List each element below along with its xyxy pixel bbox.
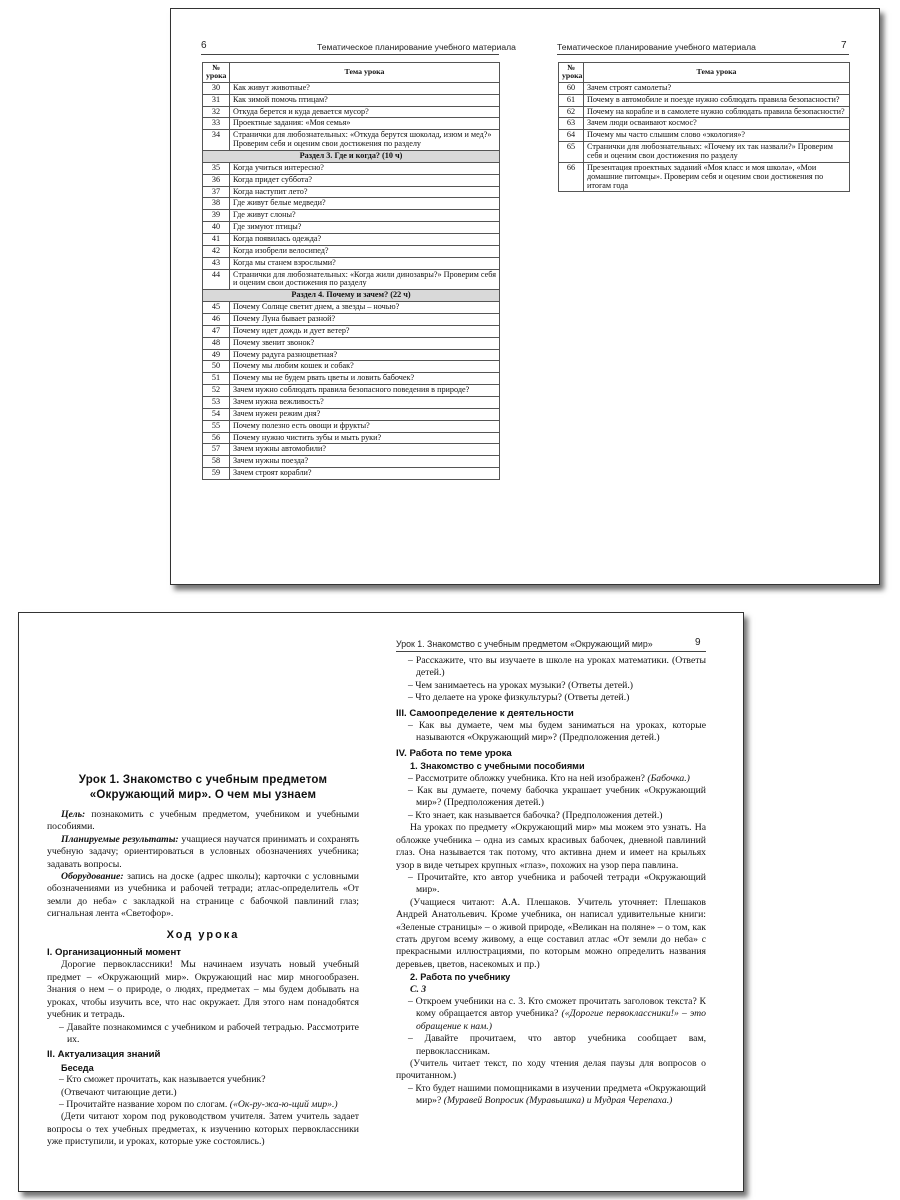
- lesson-topic: Презентация проектных заданий «Моя класс и моя школа», «Мои домашние питомцы». Проверим себя и оценим свои достижения по итогам года: [584, 162, 850, 192]
- table-row: [203, 444, 500, 456]
- dialog-line: – Откроем учебники на с. 3. Кто сможет прочитать заголовок текста? К кому обращается автор учебника? («Дорогие первоклассники!» – это обращение к нам.): [408, 995, 707, 1032]
- dialog-line: – Давайте прочитаем, что автор учебника сообщает вам, первоклассникам.: [408, 1033, 706, 1057]
- paragraph: (Дети читают хором под руководством учителя. Затем учитель задает вопросы о тех учебных предметах, к изучению которых первоклассники уже приступили, и уроках, которые уже состоялись.): [47, 1111, 359, 1148]
- planned-results: Планируемые результаты: учащиеся научатся принимать и сохранять учебную задачу; ориентироваться в условных обозначениях учебника; задавать вопросы.: [47, 833, 359, 870]
- column-header-topic: Тема урока: [584, 63, 850, 83]
- section-title: Раздел 3. Где и когда? (10 ч): [203, 150, 500, 162]
- table-row: [203, 118, 500, 130]
- header-rule: [396, 651, 706, 652]
- table-row: [203, 257, 500, 269]
- lesson-topic: Зачем нужен режим дня?: [230, 408, 500, 420]
- lesson-topic: Зачем строят корабли?: [230, 468, 500, 480]
- lesson-topic: Когда мы станем взрослыми?: [230, 257, 500, 269]
- table-row: [203, 397, 500, 409]
- lesson-topic: Когда появилась одежда?: [230, 233, 500, 245]
- textbook-page-ref: С. 3: [410, 983, 427, 995]
- lesson-number: 64: [559, 130, 584, 142]
- table-row: [203, 408, 500, 420]
- table-row: [203, 302, 500, 314]
- lesson-topic: Зачем нужны автомобили?: [230, 444, 500, 456]
- lesson-topic: Как живут животные?: [230, 82, 500, 94]
- lesson-topic: Почему мы не будем рвать цветы и ловить бабочек?: [230, 373, 500, 385]
- table-row: [203, 432, 500, 444]
- table-row: [203, 174, 500, 186]
- lesson-number: 58: [203, 456, 230, 468]
- table-row: [203, 130, 500, 151]
- lesson-topic: Когда изобрели велосипед?: [230, 245, 500, 257]
- lesson-number: 60: [559, 82, 584, 94]
- table-row: [203, 245, 500, 257]
- lesson-number: 36: [203, 174, 230, 186]
- table-row: [559, 142, 850, 163]
- table-row: [203, 106, 500, 118]
- page-number: 9: [695, 637, 701, 648]
- bottom-page-spread: [18, 612, 744, 1192]
- column-header-number: № урока: [559, 63, 584, 83]
- dialog-line: – Как вы думаете, чем мы будем заниматься на уроках, которые называются «Окружающий мир»? (Предположения детей.): [408, 720, 706, 744]
- lesson-number: 37: [203, 186, 230, 198]
- lesson-number: 43: [203, 257, 230, 269]
- lesson-number: 51: [203, 373, 230, 385]
- table-row: [203, 314, 500, 326]
- paragraph: На уроках по предмету «Окружающий мир» мы можем это узнать. На обложке учебника – одна из самых красивых бабочек, дневной павлиний глаз. Она называется так потому, что активна днем и имеет на крыльях узор в виде четырех крупных «глаз», похожих на узор пера павлина.: [396, 822, 706, 871]
- lesson-number: 49: [203, 349, 230, 361]
- lesson-number: 41: [203, 233, 230, 245]
- lesson-topic: Как зимой помочь птицам?: [230, 94, 500, 106]
- lesson-topic: Откуда берется и куда девается мусор?: [230, 106, 500, 118]
- lesson-topic: Проектные задания: «Моя семья»: [230, 118, 500, 130]
- lesson-topic: Почему в автомобиле и поезде нужно соблюдать правила безопасности?: [584, 94, 850, 106]
- header-rule-left: [201, 54, 499, 55]
- table-row: [559, 130, 850, 142]
- lesson-topic: Где живут слоны?: [230, 210, 500, 222]
- lesson-number: 40: [203, 222, 230, 234]
- dialog-line: – Расскажите, что вы изучаете в школе на уроках математики. (Ответы детей.): [408, 655, 706, 679]
- lesson-topic: Почему нужно чистить зубы и мыть руки?: [230, 432, 500, 444]
- running-header-right: Тематическое планирование учебного материала: [557, 42, 756, 52]
- lesson-topic: Почему мы часто слышим слово «экология»?: [584, 130, 850, 142]
- lesson-page-left: [47, 773, 359, 1149]
- lesson-title: Урок 1. Знакомство с учебным предметом «Окружающий мир». О чем мы узнаем: [78, 774, 328, 801]
- table-row: [203, 198, 500, 210]
- section-heading: III. Самоопределение к деятельности: [396, 707, 574, 719]
- lesson-plan-table-right: [558, 62, 850, 192]
- table-row: [559, 162, 850, 192]
- table-row: [203, 456, 500, 468]
- column-header-number: № урока: [203, 63, 230, 83]
- table-row: [559, 82, 850, 94]
- lesson-topic: Зачем нужны поезда?: [230, 456, 500, 468]
- subsection-heading: 1. Знакомство с учебными пособиями: [410, 761, 585, 772]
- lesson-number: 47: [203, 325, 230, 337]
- table-row: [203, 373, 500, 385]
- lesson-topic: Почему полезно есть овощи и фрукты?: [230, 420, 500, 432]
- table-row: [203, 361, 500, 373]
- lesson-number: 66: [559, 162, 584, 192]
- dialog-line: – Прочитайте название хором по слогам. («Ок-ру-жа-ю-щий мир».): [59, 1098, 338, 1110]
- lesson-topic: Почему мы любим кошек и собак?: [230, 361, 500, 373]
- lesson-number: 46: [203, 314, 230, 326]
- lesson-number: 48: [203, 337, 230, 349]
- table-row: [203, 468, 500, 480]
- lesson-number: 32: [203, 106, 230, 118]
- table-row: [203, 222, 500, 234]
- table-row: [203, 82, 500, 94]
- paragraph: (Отвечают читающие дети.): [61, 1086, 177, 1098]
- dialog-line: – Кто сможет прочитать, как называется учебник?: [59, 1074, 266, 1086]
- table-row: [203, 349, 500, 361]
- table-row: [559, 94, 850, 106]
- lesson-topic: Странички для любознательных: «Откуда берутся шоколад, изюм и мед?» Проверим себя и оценим свои достижения по разделу: [230, 130, 500, 151]
- running-header: Урок 1. Знакомство с учебным предметом «Окружающий мир»: [396, 639, 653, 649]
- lesson-page-right: [396, 655, 706, 1108]
- lesson-topic: Странички для любознательных: «Почему их так назвали?» Проверим себя и оценим свои достижения по разделу: [584, 142, 850, 163]
- dialog-line: – Как вы думаете, почему бабочка украшает учебник «Окружающий мир»? (Предположения детей.): [408, 785, 706, 809]
- table-row: [203, 325, 500, 337]
- dialog-line: – Кто знает, как называется бабочка? (Предположения детей.): [408, 809, 663, 821]
- lesson-number: 44: [203, 269, 230, 290]
- section-row: [203, 150, 500, 162]
- lesson-number: 65: [559, 142, 584, 163]
- lesson-topic: Зачем люди осваивают космос?: [584, 118, 850, 130]
- lesson-topic: Почему Солнце светит днем, а звезды – ночью?: [230, 302, 500, 314]
- subsection-heading: Беседа: [61, 1062, 94, 1073]
- lesson-topic: Где живут белые медведи?: [230, 198, 500, 210]
- dialog-line: – Рассмотрите обложку учебника. Кто на ней изображен? (Бабочка.): [408, 772, 690, 784]
- table-row: [203, 162, 500, 174]
- lesson-number: 50: [203, 361, 230, 373]
- section-row: [203, 290, 500, 302]
- table-row: [203, 385, 500, 397]
- lesson-number: 63: [559, 118, 584, 130]
- lesson-topic: Почему Луна бывает разной?: [230, 314, 500, 326]
- lesson-number: 31: [203, 94, 230, 106]
- lesson-topic: Почему идет дождь и дует ветер?: [230, 325, 500, 337]
- dialog-line: – Давайте познакомимся с учебником и рабочей тетрадью. Рассмотрите их.: [59, 1021, 359, 1045]
- dialog-line: – Прочитайте, кто автор учебника и рабочей тетради «Окружающий мир».: [408, 871, 706, 896]
- lesson-number: 33: [203, 118, 230, 130]
- lesson-topic: Зачем строят самолеты?: [584, 82, 850, 94]
- table-row: [559, 106, 850, 118]
- lesson-plan-table-left: [202, 62, 500, 480]
- paragraph: Дорогие первоклассники! Мы начинаем изучать новый учебный предмет – «Окружающий мир». Окружающий нас мир многообразен. Знания о нем – о природе, о людях, предметах – мы будем добывать на уроках, чтобы изучить все, что нас окружает. Для этого нам понадобятся учебник и тетрадь.: [47, 959, 359, 1021]
- lesson-number: 54: [203, 408, 230, 420]
- equipment: Оборудование: запись на доске (адрес школы); карточки с условными обозначениями из учебника и рабочей тетради; атлас-определитель «От земли до неба» с закладкой на странице с бабочкой павлиний глаз; сигнальная лента «Светофор».: [47, 871, 359, 920]
- lesson-topic: Зачем нужно соблюдать правила безопасного поведения в природе?: [230, 385, 500, 397]
- running-header-left: Тематическое планирование учебного материала: [317, 42, 516, 52]
- lesson-topic: Когда наступит лето?: [230, 186, 500, 198]
- table-row: [203, 269, 500, 290]
- page-number-right: 7: [841, 40, 847, 51]
- lesson-number: 34: [203, 130, 230, 151]
- lesson-topic: Почему звенит звонок?: [230, 337, 500, 349]
- table-row: [559, 118, 850, 130]
- lesson-topic: Когда придет суббота?: [230, 174, 500, 186]
- lesson-topic: Почему радуга разноцветная?: [230, 349, 500, 361]
- table-row: [203, 233, 500, 245]
- lesson-topic: Почему на корабле и в самолете нужно соблюдать правила безопасности?: [584, 106, 850, 118]
- lesson-number: 39: [203, 210, 230, 222]
- lesson-topic: Зачем нужна вежливость?: [230, 397, 500, 409]
- paragraph: (Учитель читает текст, по ходу чтения делая паузы для вопросов о прочитанном.): [396, 1058, 706, 1082]
- page-number-left: 6: [201, 40, 207, 51]
- section-heading: IV. Работа по теме урока: [396, 747, 512, 759]
- table-row: [203, 94, 500, 106]
- lesson-number: 55: [203, 420, 230, 432]
- table-row: [203, 337, 500, 349]
- lesson-topic: Когда учиться интересно?: [230, 162, 500, 174]
- header-rule-right: [557, 54, 849, 55]
- lesson-number: 62: [559, 106, 584, 118]
- table-row: [203, 210, 500, 222]
- lesson-number: 59: [203, 468, 230, 480]
- subsection-heading: 2. Работа по учебнику: [410, 972, 511, 983]
- lesson-number: 45: [203, 302, 230, 314]
- lesson-number: 52: [203, 385, 230, 397]
- lesson-number: 30: [203, 82, 230, 94]
- lesson-number: 56: [203, 432, 230, 444]
- lesson-number: 42: [203, 245, 230, 257]
- top-page-spread: [170, 8, 880, 585]
- dialog-line: – Чем занимаетесь на уроках музыки? (Ответы детей.): [408, 679, 634, 691]
- column-header-topic: Тема урока: [230, 63, 500, 83]
- dialog-line: – Что делаете на уроке физкультуры? (Ответы детей.): [408, 692, 630, 704]
- lesson-topic: Странички для любознательных: «Когда жили динозавры?» Проверим себя и оценим свои достижения по разделу: [230, 269, 500, 290]
- lesson-number: 61: [559, 94, 584, 106]
- lesson-goal: Цель: познакомить с учебным предметом, учебником и учебными пособиями.: [47, 809, 359, 833]
- section-title: Раздел 4. Почему и зачем? (22 ч): [203, 290, 500, 302]
- dialog-line: – Кто будет нашими помощниками в изучении предмета «Окружающий мир»? (Муравей Вопросик (Муравьишка) и Мудрая Черепаха.): [408, 1082, 706, 1107]
- lesson-topic: Где зимуют птицы?: [230, 222, 500, 234]
- paragraph: (Учащиеся читают: А.А. Плешаков. Учитель уточняет: Плешаков Андрей Анатольевич. Кроме учебника, он написал удивительные книги: «Зеленые страницы» – о живой природе, «Великан на поляне» – о том, как стать другом всему живому, а еще составил атлас «От земли до неба» с прекрасными иллюстрациями, по которым можно определить названия деревьев, цветов, насекомых и пр.): [396, 896, 706, 970]
- course-heading: Ход урока: [166, 928, 240, 941]
- lesson-number: 57: [203, 444, 230, 456]
- lesson-number: 35: [203, 162, 230, 174]
- section-heading: I. Организационный момент: [47, 947, 181, 959]
- lesson-number: 38: [203, 198, 230, 210]
- lesson-number: 53: [203, 397, 230, 409]
- section-heading: II. Актуализация знаний: [47, 1049, 161, 1061]
- table-row: [203, 186, 500, 198]
- table-row: [203, 420, 500, 432]
